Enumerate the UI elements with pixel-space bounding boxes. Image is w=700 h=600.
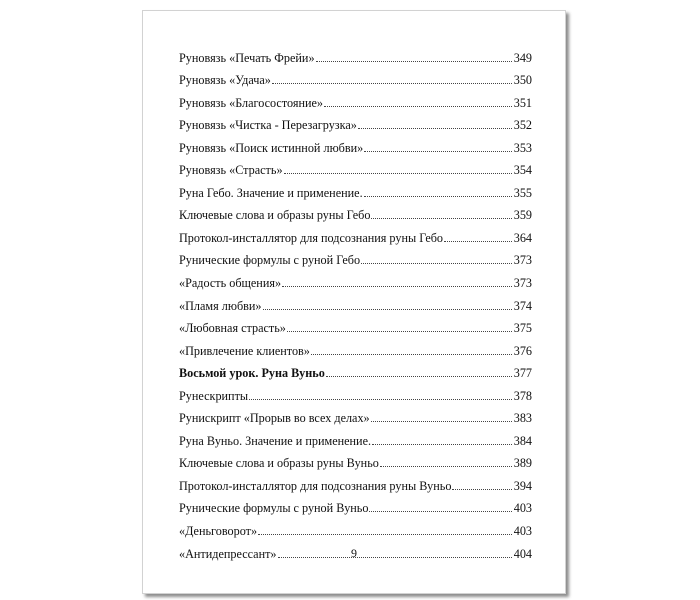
- toc-entry-page: 383: [513, 411, 532, 426]
- toc-dot-leader: [287, 331, 512, 332]
- toc-dot-leader: [372, 444, 512, 445]
- toc-entry-page: 373: [513, 276, 532, 291]
- toc-entry-title: Рунискрипт «Прорыв во всех делах»: [179, 411, 370, 426]
- toc-entry-title: Рунические формулы с руной Вуньо: [179, 501, 369, 516]
- toc-entry-page: 376: [513, 343, 532, 358]
- toc-dot-leader: [452, 489, 511, 490]
- toc-dot-leader: [263, 309, 512, 310]
- toc-entry-title: Руна Вуньо. Значение и применение.: [179, 433, 372, 448]
- toc-entry-title: Ключевые слова и образы руны Гебо: [179, 208, 371, 223]
- toc-entry-page: 389: [513, 456, 532, 471]
- toc-dot-leader: [249, 399, 512, 400]
- toc-entry-page: 377: [513, 366, 532, 381]
- toc-entry: [179, 87, 532, 110]
- toc-entry-page: 403: [513, 501, 532, 516]
- table-of-contents: [179, 42, 532, 561]
- toc-entry: [179, 380, 532, 403]
- toc-entry: [179, 313, 532, 336]
- toc-entry-title: Ключевые слова и образы руны Вуньо: [179, 456, 379, 471]
- toc-entry-page: 404: [513, 546, 532, 561]
- toc-entry: [179, 42, 532, 65]
- toc-entry: [179, 448, 532, 471]
- toc-entry-page: 394: [513, 478, 532, 493]
- toc-entry-title: «Деньговорот»: [179, 524, 258, 539]
- toc-entry-page: 351: [513, 95, 532, 110]
- toc-entry: [179, 358, 532, 381]
- toc-entry-title: Рунескрипты: [179, 388, 249, 403]
- toc-dot-leader: [324, 106, 512, 107]
- toc-entry: [179, 493, 532, 516]
- toc-entry: [179, 515, 532, 538]
- toc-entry: [179, 290, 532, 313]
- toc-entry-page: 349: [513, 50, 532, 65]
- toc-dot-leader: [371, 218, 511, 219]
- toc-entry: [179, 335, 532, 358]
- toc-entry-page: 384: [513, 433, 532, 448]
- toc-entry: [179, 245, 532, 268]
- toc-entry-page: 373: [513, 253, 532, 268]
- toc-entry-title: «Привлечение клиентов»: [179, 343, 310, 358]
- toc-entry-title: Руновязь «Удача»: [179, 73, 271, 88]
- toc-entry: [179, 132, 532, 155]
- toc-entry-page: 352: [513, 118, 532, 133]
- toc-entry-page: 364: [513, 230, 532, 245]
- toc-dot-leader: [444, 241, 512, 242]
- toc-dot-leader: [380, 466, 512, 467]
- toc-entry-title: «Радость общения»: [179, 276, 282, 291]
- toc-entry-title: «Пламя любви»: [179, 298, 262, 313]
- toc-entry-title: Руновязь «Поиск истинной любви»: [179, 140, 364, 155]
- toc-entry-page: 355: [513, 185, 532, 200]
- toc-entry-title: «Антидепрессант»: [179, 546, 277, 561]
- toc-entry: [179, 177, 532, 200]
- toc-dot-leader: [282, 286, 512, 287]
- toc-entry: [179, 425, 532, 448]
- toc-dot-leader: [326, 376, 512, 377]
- toc-entry-title: Руновязь «Благосостояние»: [179, 95, 324, 110]
- toc-entry: [179, 222, 532, 245]
- toc-entry-title: Руна Гебо. Значение и применение.: [179, 185, 363, 200]
- toc-entry: [179, 470, 532, 493]
- toc-entry-title: Протокол-инсталлятор для подсознания руны Гебо: [179, 230, 444, 245]
- toc-dot-leader: [361, 263, 512, 264]
- toc-entry: [179, 155, 532, 178]
- toc-entry: [179, 267, 532, 290]
- toc-entry-title: Протокол-инсталлятор для подсознания руны Вуньо: [179, 478, 452, 493]
- toc-entry-title: Восьмой урок. Руна Вуньо: [179, 366, 325, 381]
- toc-entry-page: 375: [513, 321, 532, 336]
- toc-dot-leader: [311, 354, 512, 355]
- toc-entry-title: Рунические формулы с руной Гебо: [179, 253, 361, 268]
- toc-entry-title: Руновязь «Страсть»: [179, 163, 283, 178]
- toc-entry-title: Руновязь «Чистка - Перезагрузка»: [179, 118, 357, 133]
- toc-entry-page: 378: [513, 388, 532, 403]
- toc-dot-leader: [258, 534, 512, 535]
- toc-entry: [179, 200, 532, 223]
- toc-dot-leader: [316, 61, 512, 62]
- toc-entry: [179, 403, 532, 426]
- toc-entry-title: «Любовная страсть»: [179, 321, 286, 336]
- toc-entry-page: 403: [513, 524, 532, 539]
- toc-entry-page: 354: [513, 163, 532, 178]
- page-number: 9: [351, 546, 357, 560]
- toc-dot-leader: [358, 128, 512, 129]
- toc-dot-leader: [272, 83, 512, 84]
- toc-entry-page: 374: [513, 298, 532, 313]
- toc-dot-leader: [364, 151, 511, 152]
- toc-entry-page: 359: [513, 208, 532, 223]
- toc-entry-title: Руновязь «Печать Фрейи»: [179, 50, 315, 65]
- toc-entry: [179, 110, 532, 133]
- toc-dot-leader: [369, 511, 511, 512]
- toc-dot-leader: [364, 196, 512, 197]
- toc-dot-leader: [371, 421, 512, 422]
- toc-dot-leader: [284, 173, 512, 174]
- toc-entry-page: 353: [513, 140, 532, 155]
- toc-entry-page: 350: [513, 73, 532, 88]
- toc-entry: [179, 65, 532, 88]
- book-page: [142, 10, 566, 594]
